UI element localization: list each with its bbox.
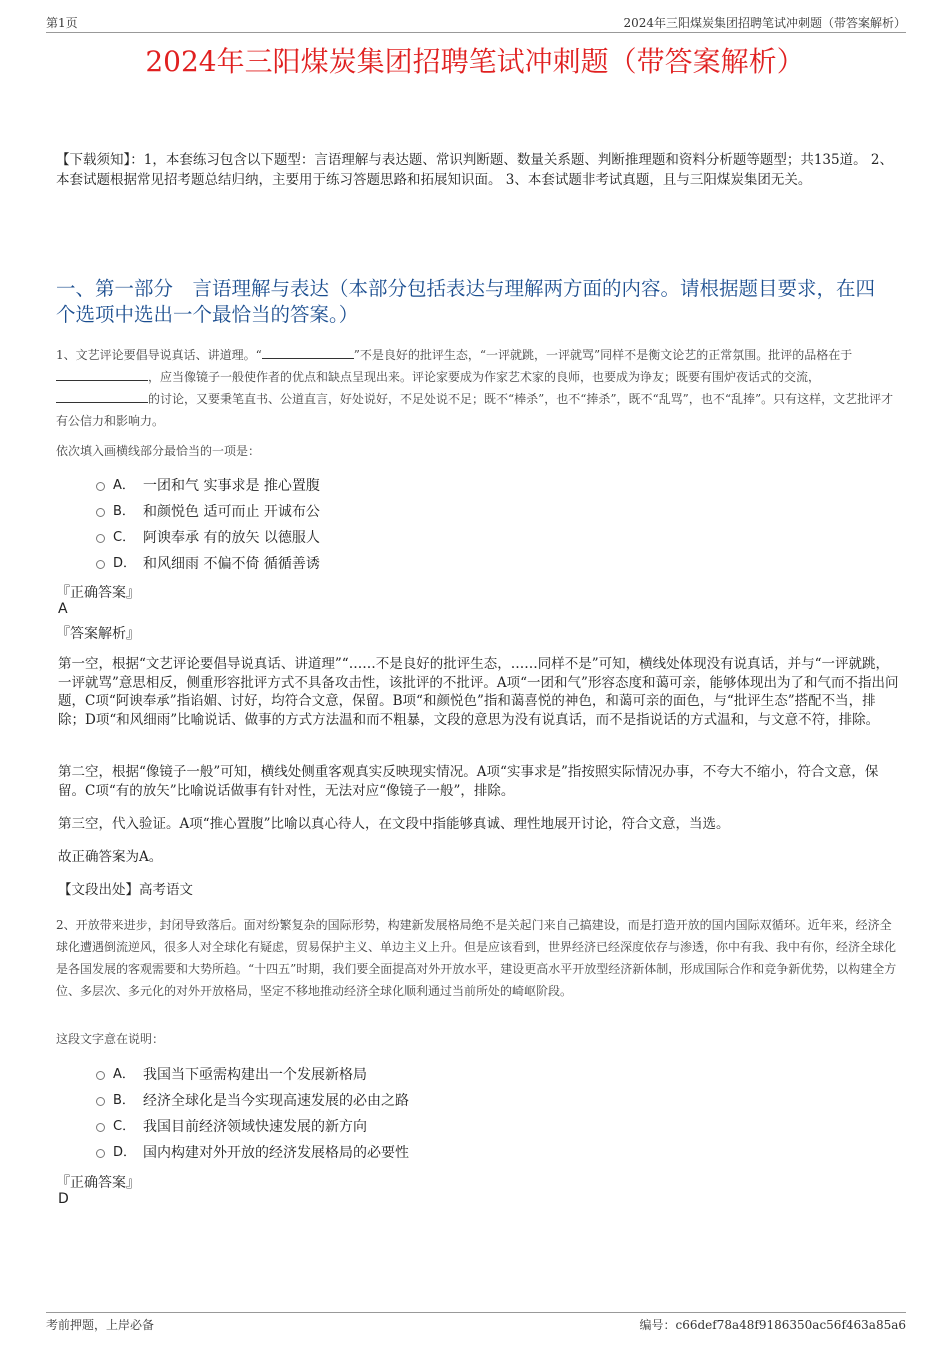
question-1-part1: 1、文艺评论要倡导说真话、讲道理。“ (56, 348, 262, 362)
answer-label: 『正确答案』 (56, 585, 140, 601)
option-a[interactable]: A． 一团和气 实事求是 推心置腹 (96, 473, 320, 499)
option-d[interactable]: D． 国内构建对外开放的经济发展格局的必要性 (96, 1140, 409, 1166)
analysis-paragraph-3: 第三空，代入验证。A项“推心置腹”比喻以真心待人，在文段中指能够真诚、理性地展开讨论，符合文意，当选。 (58, 816, 730, 832)
answer-value: D (58, 1191, 69, 1207)
analysis-paragraph-2: 第二空，根据“像镜子一般”可知，横线处侧重客观真实反映现实情况。A项“实事求是”指按照实际情况办事，不夸大不缩小，符合文意，保留。C项“有的放矢”比喻说话做事有针对性，无法对应“像镜子一般”，排除。 (58, 764, 879, 799)
page-number: 第1页 (46, 16, 78, 30)
option-c[interactable]: C． 我国目前经济领域快速发展的新方向 (96, 1114, 409, 1140)
question-1-text (56, 344, 900, 432)
radio-icon[interactable] (96, 534, 105, 543)
question-2-prompt: 这段文字意在说明： (56, 1032, 165, 1046)
footer-doc-id: 编号：c66def78a48f9186350ac56f463a85a6 (639, 1318, 906, 1332)
fill-blank (262, 345, 354, 359)
radio-icon[interactable] (96, 560, 105, 569)
option-c[interactable]: C． 阿谀奉承 有的放矢 以德服人 (96, 525, 320, 551)
header-doc-title: 2024年三阳煤炭集团招聘笔试冲刺题（带答案解析） (623, 16, 906, 30)
page-footer (46, 1312, 906, 1333)
answer-value: A (58, 601, 68, 617)
footer-slogan: 考前押题，上岸必备 (46, 1318, 155, 1332)
option-a[interactable]: A． 我国当下亟需构建出一个发展新格局 (96, 1062, 409, 1088)
download-notice: 【下载须知】：1，本套练习包含以下题型：言语理解与表达题、常识判断题、数量关系题、判断推理题和资料分析题等题型；共135道。 2、本套试题根据常见招考题总结归纳，主要用于练习答题思路和拓展知识面。 3、本套试题非考试真题，且与三阳煤炭集团无关。 (56, 152, 893, 188)
radio-icon[interactable] (96, 482, 105, 491)
section-heading: 一、第一部分 言语理解与表达（本部分包括表达与理解两方面的内容。请根据题目要求，在四个选项中选出一个最恰当的答案。） (56, 277, 876, 326)
question-2-text: 2、开放带来进步，封闭导致落后。面对纷繁复杂的国际形势，构建新发展格局绝不是关起门来自己搞建设，而是打造开放的国内国际双循环。近年来，经济全球化遭遇倒流逆风，很多人对全球化有疑虑，贸易保护主义、单边主义上升。但是应该看到，世界经济已经深度依存与渗透，你中有我、我中有你，经济全球化是各国发展的客观需要和大势所趋。“十四五”时期，我们要全面提高对外开放水平，建设更高水平开放型经济新体制，形成国际合作和竞争新优势，以构建全方位、多层次、多元化的对外开放格局，坚定不移地推动经济全球化顺利通过当前所处的崎岖阶段。 (56, 918, 897, 998)
analysis-paragraph-4: 故正确答案为A。 (58, 849, 163, 865)
radio-icon[interactable] (96, 1097, 105, 1106)
radio-icon[interactable] (96, 1071, 105, 1080)
fill-blank (56, 389, 148, 403)
question-1-prompt: 依次填入画横线部分最恰当的一项是： (56, 444, 261, 458)
radio-icon[interactable] (96, 1123, 105, 1132)
question-1-part4: 的讨论，又要秉笔直书、公道直言，好处说好，不足处说不足；既不“棒杀”，也不“捧杀”，既不“乱骂”，也不“乱捧”。只有这样，文艺批评才有公信力和影响力。 (56, 392, 894, 428)
answer-label: 『正确答案』 (56, 1175, 140, 1191)
fill-blank (56, 367, 148, 381)
option-d[interactable]: D． 和风细雨 不偏不倚 循循善诱 (96, 551, 320, 577)
analysis-label: 『答案解析』 (56, 626, 140, 642)
question-2-options (96, 1062, 409, 1166)
page-title: 2024年三阳煤炭集团招聘笔试冲刺题（带答案解析） (145, 45, 805, 78)
question-1-options (96, 473, 320, 577)
analysis-paragraph-1: 第一空，根据“文艺评论要倡导说真话、讲道理”“……不是良好的批评生态，……同样不是”可知，横线处体现没有说真话，并与“一评就跳，一评就骂”意思相反，侧重形容批评方式不具备攻击性，该批评的不批评。A项“一团和气”形容态度和蔼可亲，能够体现出为了和气而不指出问题，C项“阿谀奉承”指谄媚、讨好，均符合文意，保留。B项“和颜悦色”指和蔼喜悦的神色，和蔼可亲的面色，与“批评生态”搭配不当，排除；D项“和风细雨”比喻说话、做事的方式方法温和而不粗暴，文段的意思为没有说真话，而不是指说话的方式温和，与文意不符，排除。 (58, 656, 899, 728)
option-b[interactable]: B． 和颜悦色 适可而止 开诚布公 (96, 499, 320, 525)
page-header (46, 14, 906, 33)
question-1-part2: ”不是良好的批评生态，“一评就跳，一评就骂”同样不是衡文论艺的正常氛围。批评的品格在于 (353, 348, 853, 362)
source-note: 【文段出处】高考语文 (58, 882, 193, 898)
option-b[interactable]: B． 经济全球化是当今实现高速发展的必由之路 (96, 1088, 409, 1114)
radio-icon[interactable] (96, 508, 105, 517)
radio-icon[interactable] (96, 1149, 105, 1158)
question-1-part3: ，应当像镜子一般使作者的优点和缺点呈现出来。评论家要成为作家艺术家的良师，也要成为诤友；既要有围炉夜话式的交流， (148, 370, 821, 384)
